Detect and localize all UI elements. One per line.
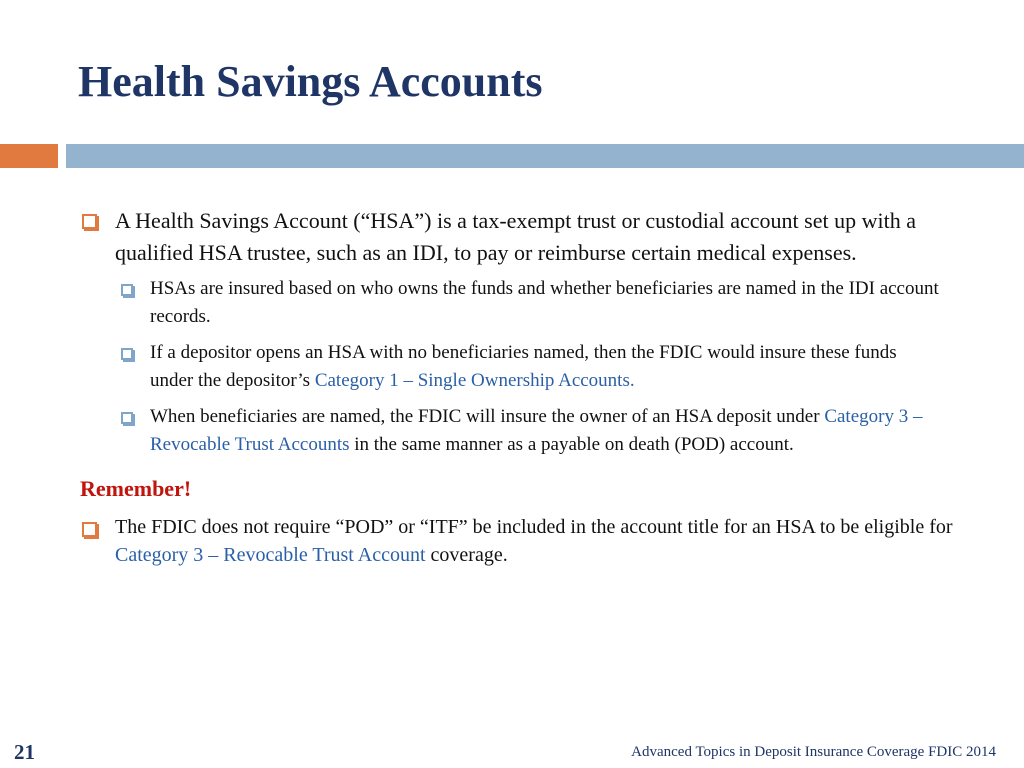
square-bullet-icon — [82, 214, 97, 229]
sub-bullet-text: HSAs are insured based on who owns the funds and whether beneficiaries are named in the IDI account records. — [150, 278, 939, 327]
bullet-text: A Health Savings Account (“HSA”) is a tax-exempt trust or custodial account set up with a qualified HSA trustee, such as an IDI, to pay or reimburse certain medical expenses. — [115, 208, 916, 265]
square-bullet-icon — [121, 284, 133, 296]
sub-bullet-text: When beneficiaries are named, the FDIC will insure the owner of an HSA deposit under — [150, 406, 825, 427]
remember-heading: Remember! — [80, 476, 192, 501]
bullet-hsa-definition — [80, 205, 980, 269]
category-1-link[interactable]: Category 1 – Single Ownership Accounts. — [314, 370, 635, 391]
sub-bullet-text: If a depositor opens an HSA with no beneficiaries named, then the FDIC would insure these funds under the depositor’s — [150, 342, 897, 391]
square-bullet-icon — [121, 412, 133, 424]
footer-text: Advanced Topics in Deposit Insurance Coverage FDIC 2014 — [631, 744, 996, 760]
slide-content — [80, 205, 980, 575]
page-number: 21 — [14, 740, 35, 764]
accent-bar-orange — [0, 144, 58, 168]
square-bullet-icon — [121, 348, 133, 360]
sub-bullet-ownership — [116, 275, 940, 331]
square-bullet-icon — [82, 522, 97, 537]
category-3-link[interactable]: Category 3 – Revocable Trust Accounts — [150, 406, 923, 455]
category-3-account-link[interactable]: Category 3 – Revocable Trust Account — [115, 544, 426, 566]
bullet-text-after: coverage. — [425, 544, 508, 566]
sub-bullet-beneficiaries-named — [116, 403, 940, 459]
bullet-pod-itf — [80, 513, 980, 569]
slide-title: Health Savings Accounts — [78, 57, 543, 106]
bullet-text: The FDIC does not require “POD” or “ITF” be included in the account title for an HSA to be eligible for — [115, 516, 953, 538]
sub-bullet-no-beneficiaries — [116, 339, 940, 395]
sub-bullet-text-after: in the same manner as a payable on death (POD) account. — [349, 434, 794, 455]
accent-bar-blue — [66, 144, 1024, 168]
